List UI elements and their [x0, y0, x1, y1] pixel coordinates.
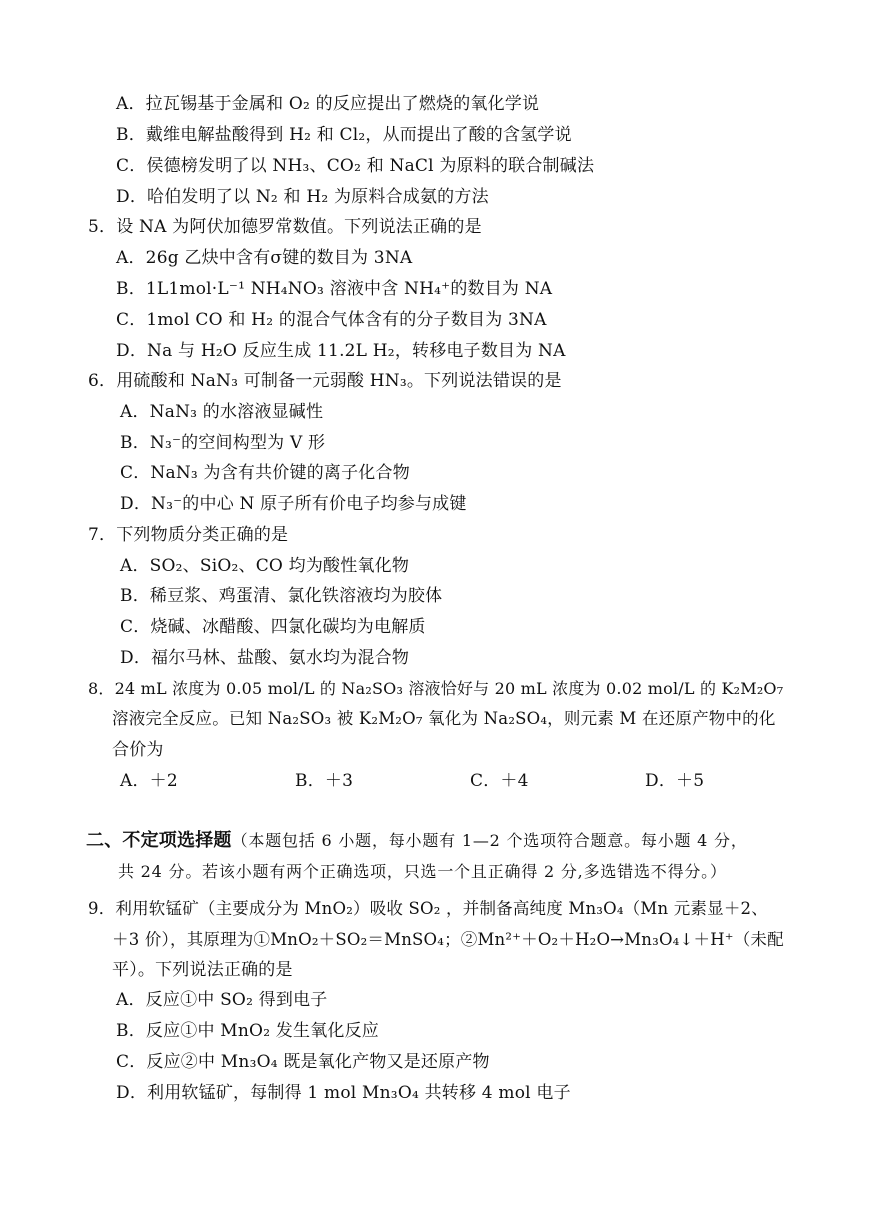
q7-option-a: A．SO₂、SiO₂、CO 均为酸性氧化物 [120, 556, 410, 576]
q8-line-3: 合价为 [112, 740, 164, 760]
q9-line-2: ＋3 价），其原理为①MnO₂＋SO₂＝MnSO₄；②Mn²⁺＋O₂＋H₂O→Mn₃O₄↓＋H⁺（未配 [112, 930, 784, 949]
q9-option-d: D．利用软锰矿，每制得 1 mol Mn₃O₄ 共转移 4 mol 电子 [116, 1083, 571, 1103]
q5-stem: 5．设 NA 为阿伏加德罗常数值。下列说法正确的是 [88, 217, 482, 237]
q8-option-a: A．＋2 [120, 771, 178, 791]
q6-option-a: A．NaN₃ 的水溶液显碱性 [120, 402, 324, 422]
q8-option-d: D．＋5 [645, 771, 705, 791]
q9-line-3: 平）。下列说法正确的是 [112, 960, 293, 980]
q8-option-c: C．＋4 [470, 771, 529, 791]
q8-option-b: B．＋3 [295, 771, 354, 791]
q9-option-c: C．反应②中 Mn₃O₄ 既是氧化产物又是还原产物 [116, 1052, 490, 1072]
q4-option-d: D．哈伯发明了以 N₂ 和 H₂ 为原料合成氨的方法 [116, 187, 489, 207]
q4-option-a: A．拉瓦锡基于金属和 O₂ 的反应提出了燃烧的氧化学说 [116, 94, 540, 114]
q4-option-c: C．侯德榜发明了以 NH₃、CO₂ 和 NaCl 为原料的联合制碱法 [116, 156, 595, 176]
q7-option-c: C．烧碱、冰醋酸、四氯化碳均为电解质 [120, 617, 426, 637]
q6-option-d: D．N₃⁻的中心 N 原子所有价电子均参与成键 [120, 494, 467, 514]
q9-line-1: 9．利用软锰矿（主要成分为 MnO₂）吸收 SO₂ ，并制备高纯度 Mn₃O₄（Mn 元素显＋2、 [88, 899, 768, 918]
q6-option-b: B．N₃⁻的空间构型为 V 形 [120, 433, 326, 453]
q7-stem: 7．下列物质分类正确的是 [88, 525, 289, 545]
section-2-note-1: （本题包括 6 小题，每小题有 1—2 个选项符合题意。每小题 4 分， [231, 831, 748, 850]
section-2-note-2: 共 24 分。若该小题有两个正确选项，只选一个且正确得 2 分,多选错选不得分。） [118, 862, 727, 881]
q5-option-a: A．26g 乙炔中含有σ键的数目为 3NA [116, 248, 413, 268]
q9-option-b: B．反应①中 MnO₂ 发生氧化反应 [116, 1021, 380, 1041]
q6-option-c: C．NaN₃ 为含有共价键的离子化合物 [120, 463, 410, 483]
q5-option-c: C．1mol CO 和 H₂ 的混合气体含有的分子数目为 3NA [116, 310, 547, 330]
q5-option-d: D．Na 与 H₂O 反应生成 11.2L H₂，转移电子数目为 NA [116, 341, 566, 361]
section-2-header [86, 830, 748, 852]
q5-option-b: B．1L1mol·L⁻¹ NH₄NO₃ 溶液中含 NH₄⁺的数目为 NA [116, 279, 553, 299]
q6-stem: 6．用硫酸和 NaN₃ 可制备一元弱酸 HN₃。下列说法错误的是 [88, 371, 562, 391]
q8-line-1: 8．24 mL 浓度为 0.05 mol/L 的 Na₂SO₃ 溶液恰好与 20 mL 浓度为 0.02 mol/L 的 K₂M₂O₇ [88, 679, 784, 698]
q7-option-b: B．稀豆浆、鸡蛋清、氯化铁溶液均为胶体 [120, 586, 443, 606]
q9-option-a: A．反应①中 SO₂ 得到电子 [116, 990, 328, 1010]
q4-option-b: B．戴维电解盐酸得到 H₂ 和 Cl₂，从而提出了酸的含氢学说 [116, 125, 572, 145]
section-2-title: 二、不定项选择题 [86, 830, 232, 851]
q8-line-2: 溶液完全反应。已知 Na₂SO₃ 被 K₂M₂O₇ 氧化为 Na₂SO₄，则元素 M 在还原产物中的化 [112, 709, 776, 728]
q7-option-d: D．福尔马林、盐酸、氨水均为混合物 [120, 648, 410, 668]
